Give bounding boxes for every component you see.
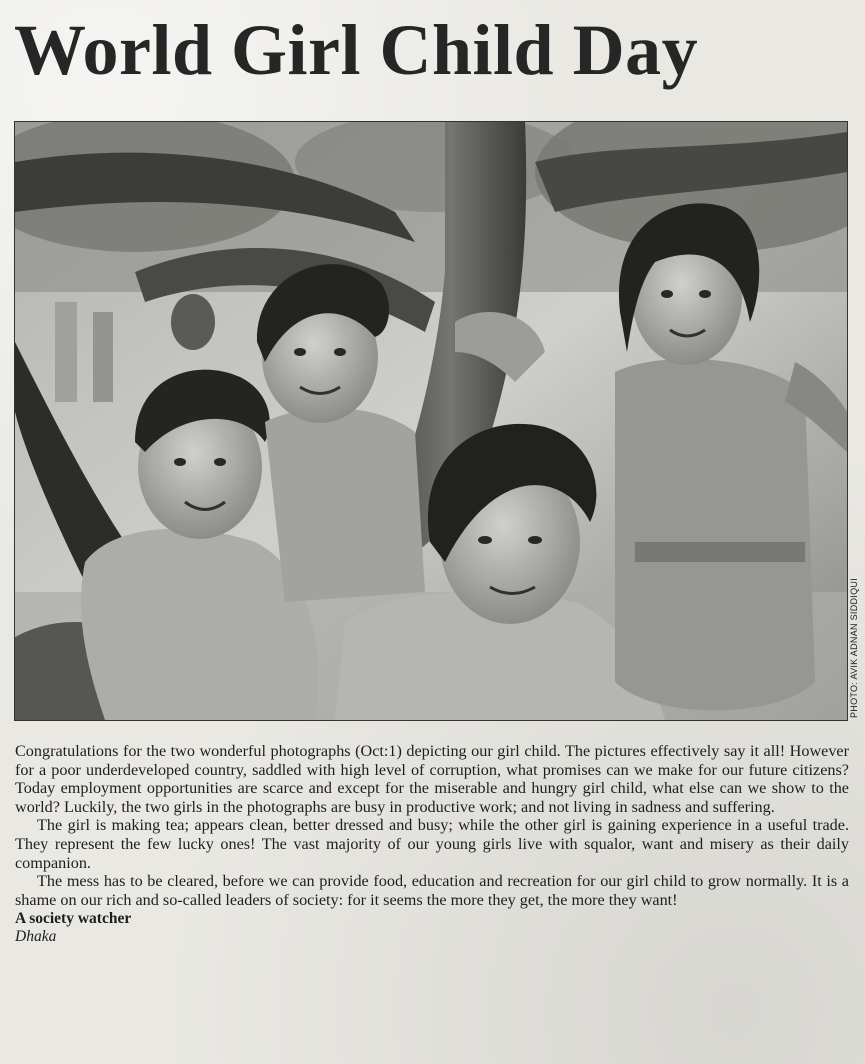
headline: World Girl Child Day (14, 10, 699, 90)
letter-paragraph-1: Congratulations for the two wonderful photographs (Oct:1) depicting our girl child. The pictures effectively say it all! However for a poor underdeveloped country, saddled with high level of corruption, what promises can we make for our future citizens? Today employment opportunities are scarce and except for the miserable and hungry girl child, what else can we show to the world? Luckily, the two girls in the photographs are busy in productive work; and not living in sadness and suffering. (15, 742, 849, 816)
girls-in-tree-photo (15, 122, 847, 720)
news-photo (14, 121, 848, 721)
letter-location: Dhaka (15, 928, 57, 946)
letter-to-editor (15, 742, 849, 946)
letter-paragraph-2: The girl is making tea; appears clean, better dressed and busy; while the other girl is gaining experience in a useful trade. They represent the few lucky ones! The vast majority of our young girls live with squalor, want and misery as their daily companion. (15, 816, 849, 872)
letter-paragraph-3: The mess has to be cleared, before we can provide food, education and recreation for our girl child to grow normally. It is a shame on our rich and so-called leaders of society: for it seems the more they get, the more they want! (15, 872, 849, 909)
photo-credit: PHOTO: AVIK ADNAN SIDDIQUI (849, 578, 859, 718)
letter-signature: A society watcher (15, 910, 132, 928)
